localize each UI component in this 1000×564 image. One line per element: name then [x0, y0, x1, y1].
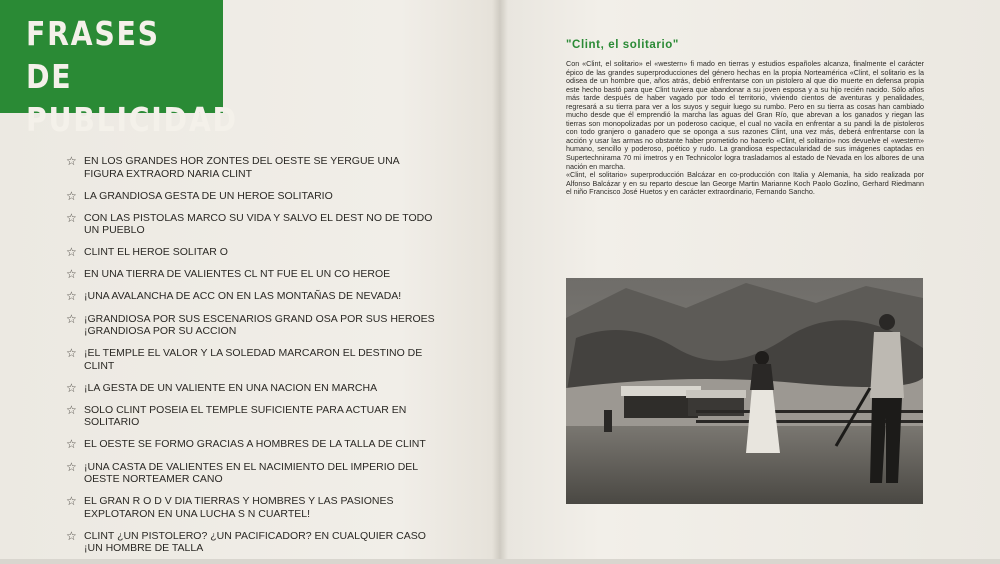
slogan-text: LA GRANDIOSA GESTA DE UN HEROE SOLITARIO — [84, 189, 333, 202]
slogan-text: ¡UNA CASTA DE VALIENTES EN EL NACIMIENTO DEL IMPERIO DEL OESTE NORTEAMER CANO — [84, 460, 418, 486]
slogan-text: ¡GRANDIOSA POR SUS ESCENARIOS GRAND OSA POR SUS HEROES ¡GRANDIOSA POR SU ACCION — [84, 312, 435, 338]
slogan-item — [66, 495, 436, 520]
pasture-ground — [566, 426, 923, 504]
star-icon: ☆ — [66, 289, 77, 304]
slogan-item — [66, 438, 436, 451]
woman-head — [755, 351, 769, 365]
man-head — [879, 314, 895, 330]
slogan-item — [66, 530, 436, 555]
slogan-item — [66, 212, 436, 237]
slogan-item — [66, 190, 436, 203]
slogan-item — [66, 313, 436, 338]
slogan-text: EN UNA TIERRA DE VALIENTES CL NT FUE EL UN CO HEROE — [84, 268, 391, 281]
slogan-item — [66, 404, 436, 429]
slogan-text: CLINT ¿UN PISTOLERO? ¿UN PACIFICADOR? EN CUALQUIER CASO ¡UN HOMBRE DE TALLA — [84, 529, 426, 555]
man-body — [870, 332, 904, 398]
slogan-text: EL GRAN R O D V DIA TIERRAS Y HOMBRES Y LAS PASIONES EXPLOTARON EN UNA LUCHA S N CUARTEL! — [84, 495, 394, 520]
cabin-wall — [688, 398, 744, 416]
slogan-text: ¡UNA AVALANCHA DE ACC ON EN LAS MONTAÑAS DE NEVADA! — [84, 290, 402, 303]
article-paragraph: «Clint, el solitario» superproducción Balcázar en co-producción con Italia y Alemania, ha sido realizada por Alfonso Balcázar y en su reparto descue lan George Martin Marianne Koch Paolo Gozlino, Gerhard Riedmann el niño Francisco José Huetos y en carácter extraordinario, Fernando Sancho. — [566, 170, 924, 197]
slogan-text: EN LOS GRANDES HOR ZONTES DEL OESTE SE YERGUE UNA FIGURA EXTRAORD NARIA CLINT — [84, 155, 400, 180]
slogan-item — [66, 290, 436, 303]
slogan-text: SOLO CLINT POSEIA EL TEMPLE SUFICIENTE PARA ACTUAR EN SOLITARIO — [84, 403, 407, 429]
slogan-list — [66, 155, 436, 564]
article-title: "Clint, el solitario" — [566, 39, 679, 51]
slogan-item — [66, 246, 436, 259]
film-still-image — [566, 278, 923, 504]
star-icon: ☆ — [66, 311, 77, 326]
slogan-text: ¡LA GESTA DE UN VALIENTE EN UNA NACION EN MARCHA — [84, 381, 378, 394]
child-figure — [604, 410, 612, 432]
slogan-item — [66, 347, 436, 372]
slogan-text: ¡EL TEMPLE EL VALOR Y LA SOLEDAD MARCARON EL DESTINO DE CLINT — [84, 347, 423, 372]
star-icon: ☆ — [66, 210, 77, 225]
film-still-photo — [566, 278, 923, 504]
heading-banner — [0, 0, 238, 139]
slogan-item — [66, 268, 436, 281]
slogan-text: EL OESTE SE FORMO GRACIAS A HOMBRES DE LA TALLA DE CLINT — [84, 438, 426, 451]
star-icon: ☆ — [66, 346, 77, 361]
star-icon: ☆ — [66, 154, 77, 168]
slogan-item — [66, 382, 436, 395]
star-icon: ☆ — [66, 528, 77, 543]
star-icon: ☆ — [66, 459, 77, 474]
article-body — [566, 60, 924, 197]
left-page — [0, 0, 500, 559]
star-icon: ☆ — [66, 188, 77, 203]
star-icon: ☆ — [66, 437, 77, 452]
heading-line-2: PUBLICIDAD — [26, 100, 238, 139]
man-legs — [870, 398, 902, 483]
heading-line-1: FRASES DE — [26, 14, 160, 96]
star-icon: ☆ — [66, 267, 77, 282]
star-icon: ☆ — [66, 380, 77, 395]
right-page — [500, 0, 1000, 559]
star-icon: ☆ — [66, 494, 77, 509]
woman-shawl — [750, 364, 774, 390]
slogan-text: CLINT EL HEROE SOLITAR O — [84, 246, 228, 259]
cabin-roof — [686, 390, 746, 398]
star-icon: ☆ — [66, 245, 77, 260]
slogan-item — [66, 155, 436, 180]
slogan-item — [66, 461, 436, 486]
cabin-wall — [624, 396, 698, 418]
article-paragraph: Con «Clint, el solitario» el «western» fi mado en tierras y estudios españoles alcanza, finalmente el carácter épico de las grandes superproducciones del género hechas en la propia Norteamérica «Clint, el solitario es la odisea de un hombre que, años atrás, debió enfrentarse con un pistolero al que dio muerte en defensa propia este hecho bastó para que Clint tuviera que abandonar a su joven esposa y a su hijo recién nacido. Sólo años más tarde después de haber vagado por todo el territorio, viviendo cientos de aventuras y penalidades, regresará a su tierra para ver a los suyos y seguir luego su rumbo. Pero en su tierra as cosas han cambiado mucho desde que él emprendió la marcha las aguas del Gran Río, que abrevan a los ganados y riegan las tierras son monopolizadas por un poderoso cacique, el cual no vacila en enfrentar a su pandi la de pistoleros con todo granjero o ganadero que se oponga a sus razones Clint, una vez más, deberá enfrentarse con la acción y usar las armas no obstante haber prometido no hacerlo «Clint, el solitario» nos devuelve el «western» humano, sencillo y poderoso, poético y rudo. La grandiosa espectacularidad de sus imágenes captadas en Supertechnirama 70 mi ímetros y en Technicolor logra trasladarnos al estado de Nevada en los albores de una nación en marcha. — [566, 59, 924, 171]
slogan-text: CON LAS PISTOLAS MARCO SU VIDA Y SALVO EL DEST NO DE TODO UN PUEBLO — [84, 211, 433, 237]
star-icon: ☆ — [66, 402, 77, 417]
